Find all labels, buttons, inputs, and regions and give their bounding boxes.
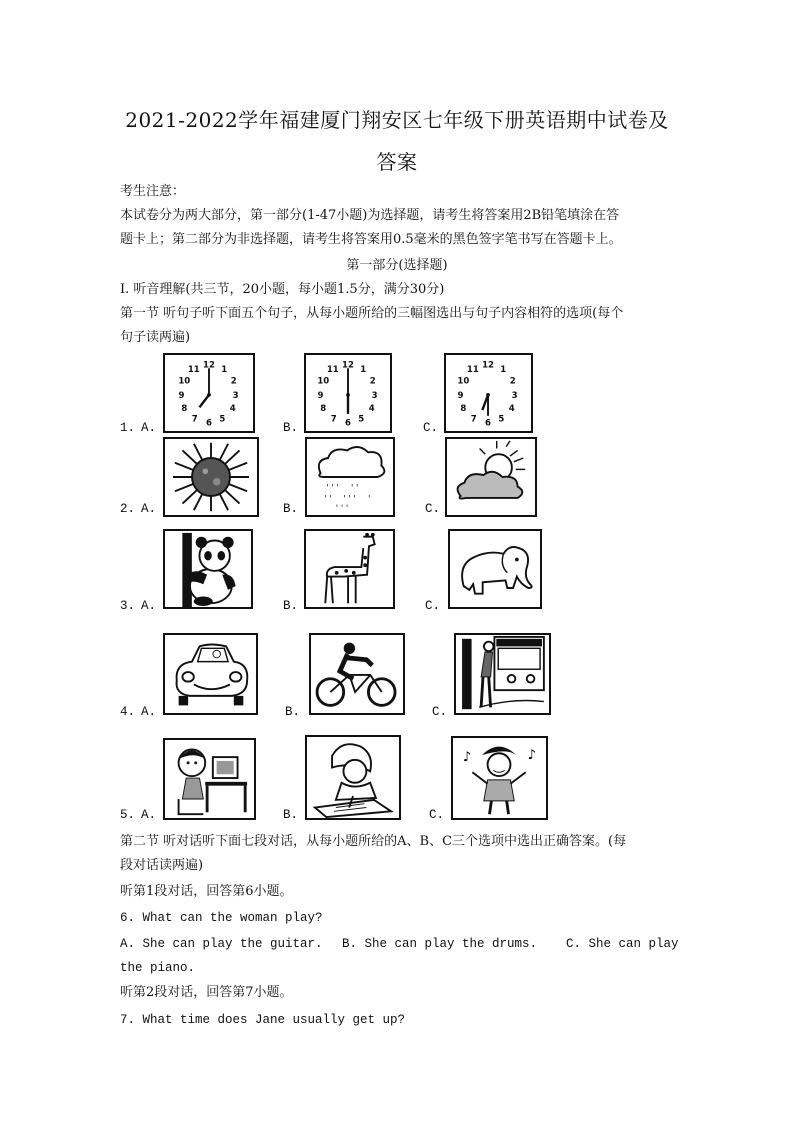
- document-title-line2: 答案: [376, 150, 418, 174]
- question-7-text: 7. What time does Jane usually get up?: [120, 1013, 406, 1027]
- section1-heading: I. 听音理解(共三节，20小题，每小题1.5分，满分30分): [120, 282, 445, 297]
- dialogue-2-intro: 听第2段对话，回答第7小题。: [120, 985, 293, 1000]
- option-label: C.: [432, 705, 448, 719]
- svg-text:' ': ' ': [324, 494, 332, 505]
- car-icon[interactable]: [163, 633, 258, 715]
- clock-number: 10: [178, 376, 191, 387]
- question-number: 5.: [120, 808, 136, 822]
- clock-number: 6: [345, 418, 351, 429]
- partly-cloudy-icon[interactable]: [445, 437, 537, 517]
- clock-number: 10: [317, 376, 330, 387]
- clock-number: 3: [511, 390, 518, 401]
- clock-number: 10: [457, 376, 470, 387]
- clock-number: 2: [509, 376, 516, 387]
- section1-part1-instruction-cont: 句子读两遍): [120, 330, 191, 345]
- option-label: A.: [141, 808, 157, 822]
- clock-number: 5: [358, 414, 365, 425]
- dialogue-1-intro: 听第1段对话，回答第6小题。: [120, 884, 293, 899]
- writing-girl-icon[interactable]: [305, 735, 401, 820]
- option-label: A.: [141, 599, 157, 613]
- clock-number: 1: [500, 365, 507, 376]
- clock-seven-icon[interactable]: [163, 353, 255, 433]
- clock-number: 9: [178, 390, 185, 401]
- computer-girl-icon[interactable]: [163, 738, 256, 820]
- clock-number: 6: [485, 418, 492, 429]
- svg-text:' ': ' ': [350, 483, 359, 494]
- sun-icon[interactable]: [163, 437, 259, 517]
- svg-text:': ': [368, 494, 371, 505]
- bicycle-icon[interactable]: [309, 633, 405, 715]
- elephant-icon[interactable]: [448, 529, 542, 609]
- clock-number: 3: [371, 390, 378, 401]
- clock-number: 7: [470, 414, 477, 425]
- clock-number: 8: [181, 404, 188, 415]
- clock-number: 11: [187, 365, 200, 376]
- svg-text:' ' ': ' ' ': [326, 483, 339, 494]
- clock-number: 9: [457, 390, 464, 401]
- option-label: B.: [283, 502, 299, 516]
- clock-number: 2: [369, 376, 376, 387]
- svg-text:' ' ': ' ' ': [343, 494, 356, 505]
- clock-number: 7: [330, 414, 337, 425]
- clock-number: 11: [326, 365, 339, 376]
- option-label: B.: [285, 705, 301, 719]
- singing-girl-icon[interactable]: [451, 736, 548, 820]
- clock-number: 5: [219, 414, 226, 425]
- svg-text:♪: ♪: [462, 749, 472, 765]
- question-number: 3.: [120, 599, 136, 613]
- question-6-text: 6. What can the woman play?: [120, 911, 323, 925]
- panda-icon[interactable]: [163, 529, 253, 609]
- question-number: 2.: [120, 502, 136, 516]
- question-6-option-a[interactable]: A. She can play the guitar.: [120, 937, 323, 951]
- clock-number: 4: [229, 404, 236, 415]
- giraffe-icon[interactable]: [304, 529, 395, 609]
- svg-text:' ' ': ' ' ': [335, 504, 349, 515]
- option-label: A.: [141, 421, 157, 435]
- clock-number: 4: [508, 404, 515, 415]
- clock-number: 1: [360, 365, 367, 376]
- option-label: C.: [425, 502, 441, 516]
- clock-number: 9: [317, 390, 324, 401]
- clock-number: 7: [191, 414, 198, 425]
- part1-heading: 第一部分(选择题): [346, 258, 448, 273]
- option-label: A.: [141, 502, 157, 516]
- clock-number: 12: [482, 360, 494, 371]
- clock-number: 6: [206, 418, 212, 429]
- clock-number: 8: [460, 404, 467, 415]
- question-6-option-c[interactable]: C. She can play: [566, 937, 679, 951]
- notice-line-1: 本试卷分为两大部分，第一部分(1-47小题)为选择题，请考生将答案用2B铅笔填涂在答: [120, 208, 620, 223]
- option-label: C.: [423, 421, 439, 435]
- clock-number: 5: [498, 414, 505, 425]
- question-number: 4.: [120, 705, 136, 719]
- option-label: B.: [283, 421, 299, 435]
- option-label: A.: [141, 705, 157, 719]
- rain-cloud-icon[interactable]: [305, 437, 395, 517]
- question-6-option-b[interactable]: B. She can play the drums.: [342, 937, 538, 951]
- notice-heading: 考生注意：: [120, 184, 186, 199]
- option-label: B.: [283, 808, 299, 822]
- question-6-option-c-cont: the piano.: [120, 961, 196, 975]
- option-label: C.: [425, 599, 441, 613]
- clock-number: 12: [342, 360, 354, 371]
- document-title-line1: 2021-2022学年福建厦门翔安区七年级下册英语期中试卷及: [125, 108, 669, 132]
- bus-icon[interactable]: [454, 633, 551, 715]
- option-label: C.: [429, 808, 445, 822]
- section1-part2-instruction: 第二节 听对话听下面七段对话，从每小题所给的A、B、C三个选项中选出正确答案。(每: [120, 834, 627, 849]
- clock-number: 1: [221, 365, 228, 376]
- clock-number: 2: [230, 376, 237, 387]
- clock-number: 8: [320, 404, 327, 415]
- question-number: 1.: [120, 421, 136, 435]
- section1-part2-instruction-cont: 段对话读两遍): [120, 858, 204, 873]
- clock-number: 3: [232, 390, 239, 401]
- clock-number: 4: [368, 404, 375, 415]
- clock-number: 12: [203, 360, 215, 371]
- clock-number: 11: [466, 365, 479, 376]
- option-label: B.: [283, 599, 299, 613]
- section1-part1-instruction: 第一节 听句子听下面五个句子，从每小题所给的三幅图选出与句子内容相符的选项(每个: [120, 306, 624, 321]
- clock-six-icon[interactable]: [304, 353, 392, 433]
- svg-text:♪: ♪: [527, 747, 537, 763]
- notice-line-2: 题卡上；第二部分为非选择题，请考生将答案用0.5毫米的黑色签字笔书写在答题卡上。: [120, 232, 622, 247]
- clock-five-thirty-icon[interactable]: [444, 353, 533, 433]
